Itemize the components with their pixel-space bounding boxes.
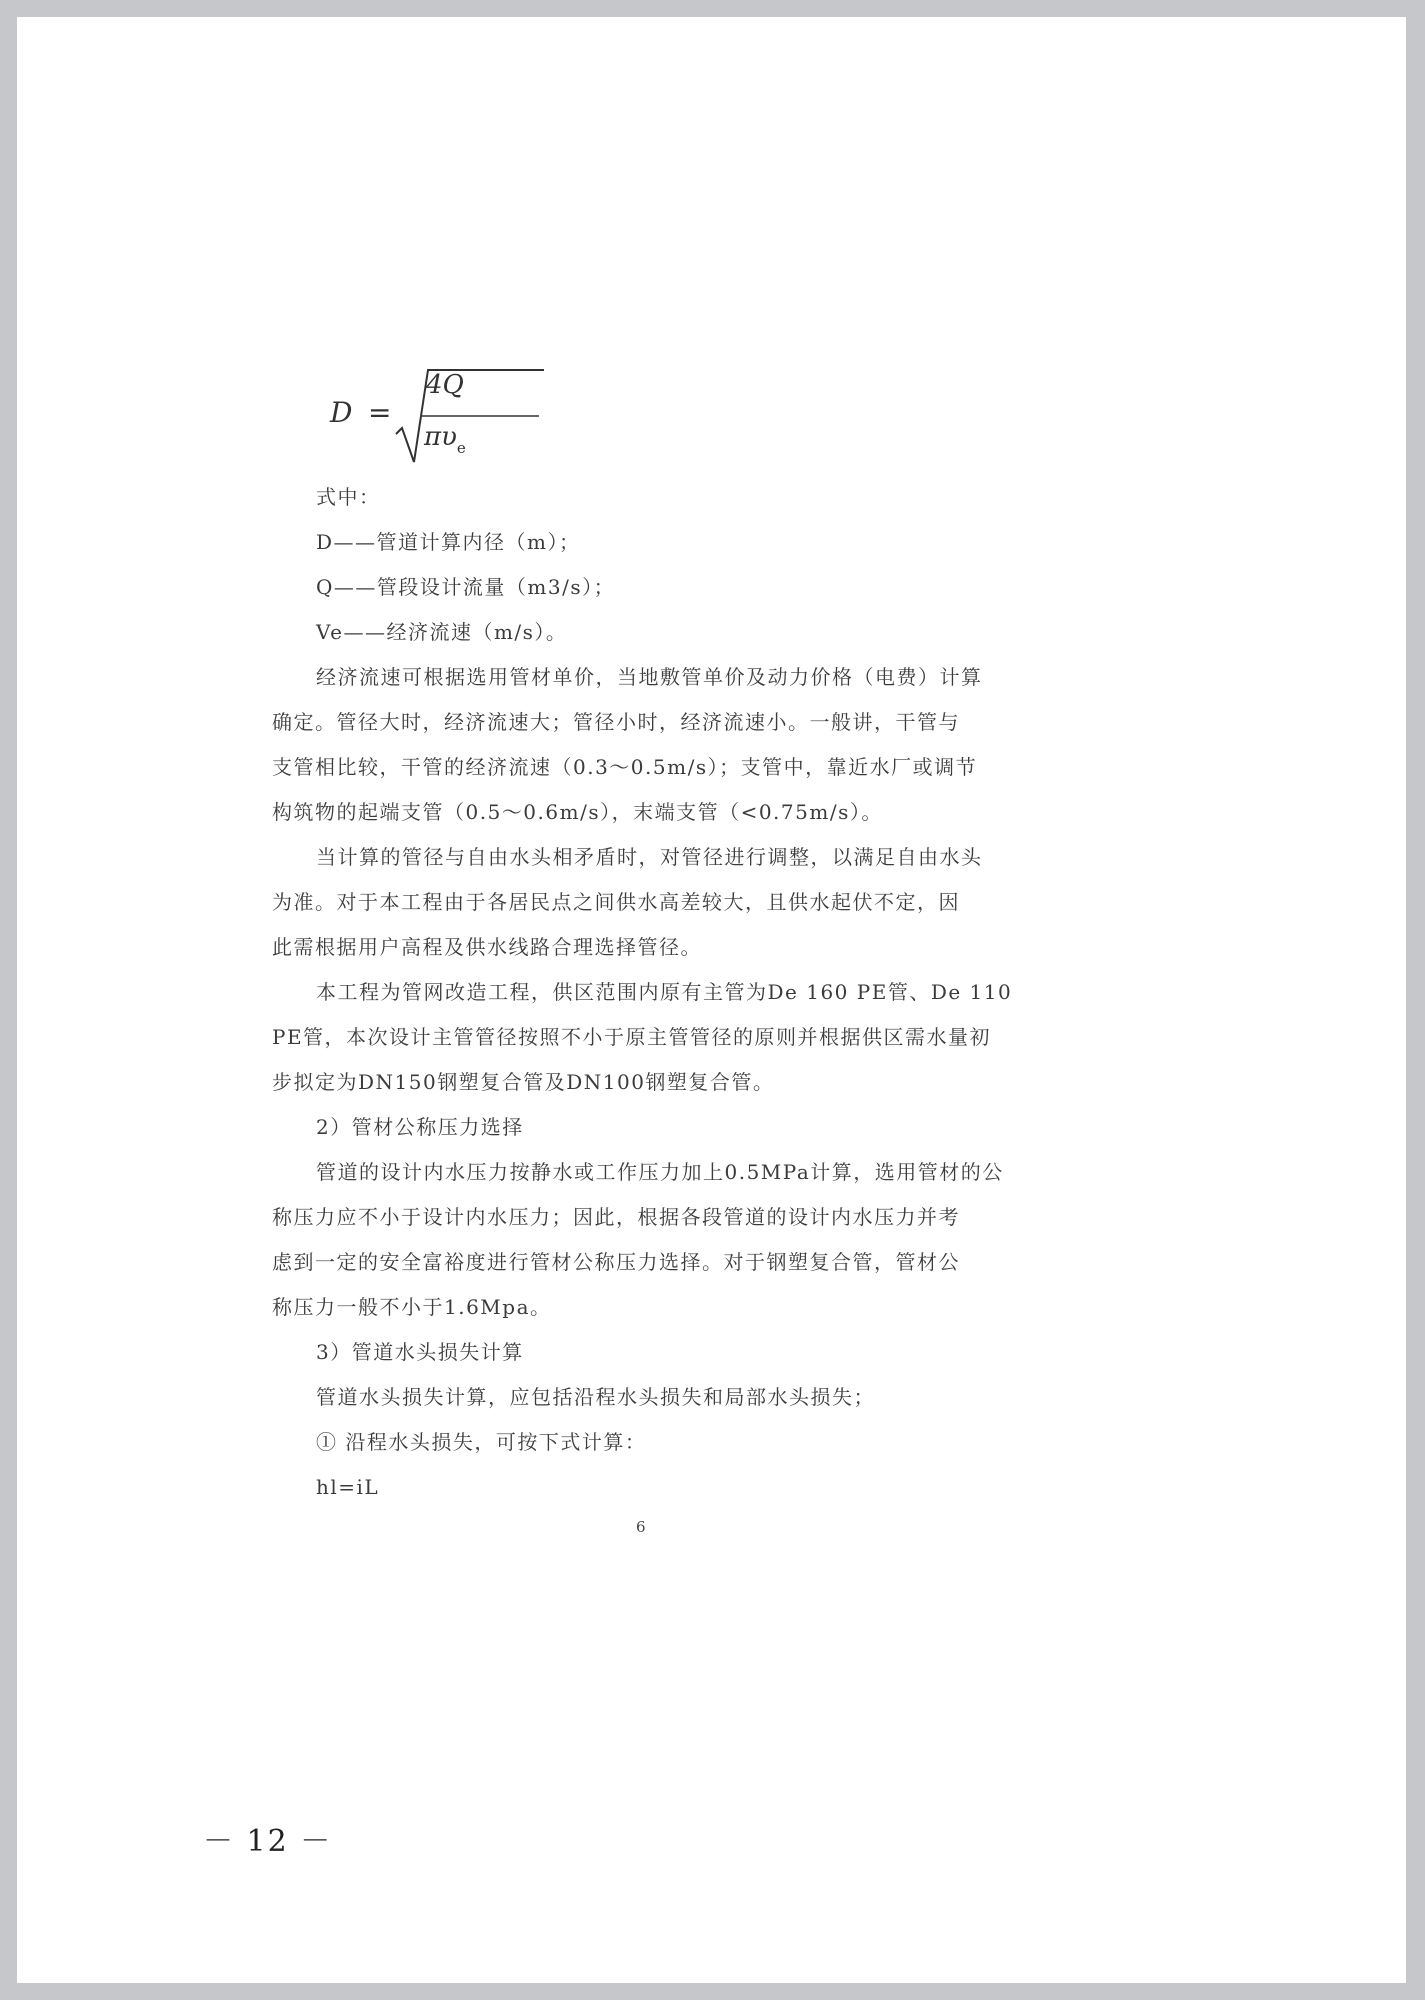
formula-numerator: 4Q [426,370,464,400]
text-line: D——管道计算内径（m）； [316,530,581,554]
text-line: 2）管材公称压力选择 [316,1115,524,1139]
text-line: 称压力应不小于设计内水压力；因此，根据各段管道的设计内水压力并考 [272,1205,960,1229]
text-line: 称压力一般不小于1.6Mpa。 [272,1295,552,1319]
text-line: PE管，本次设计主管管径按照不小于原主管管径的原则并根据供区需水量初 [272,1025,992,1049]
text-line: 本工程为管网改造工程，供区范围内原有主管为De 160 PE管、De 110 [316,980,1013,1004]
outer-page-number: － 12 － [203,1824,333,1859]
text-line: Q——管段设计流量（m3/s）； [316,575,616,599]
text-line: Ve——经济流速（m/s）。 [316,620,568,644]
text-line: 管道水头损失计算，应包括沿程水头损失和局部水头损失； [316,1385,875,1409]
text-line: 步拟定为DN150钢塑复合管及DN100钢塑复合管。 [272,1070,775,1094]
text-line: 当计算的管径与自由水头相矛盾时，对管径进行调整，以满足自由水头 [316,845,983,869]
body-text [272,475,1017,1510]
text-line: 经济流速可根据选用管材单价，当地敷管单价及动力价格（电费）计算 [316,665,983,689]
text-line: 式中： [316,485,381,509]
formula-denominator-subscript: e [456,439,466,457]
text-line: 构筑物的起端支管（0.5～0.6m/s），末端支管（<0.75m/s）。 [272,800,883,824]
inner-page-number: 6 [636,1518,646,1536]
text-line: ① 沿程水头损失，可按下式计算： [316,1430,647,1454]
text-line: hl=iL [316,1475,380,1499]
square-root-sign [394,362,564,472]
formula-denominator-main: πυ [424,422,457,452]
text-line: 确定。管径大时，经济流速大；管径小时，经济流速小。一般讲，干管与 [272,710,960,734]
text-line: 此需根据用户高程及供水线路合理选择管径。 [272,935,702,959]
formula-lhs: D [330,396,353,429]
formula-equals: = [368,396,392,429]
pipe-diameter-formula [330,362,590,472]
text-line: 支管相比较，干管的经济流速（0.3～0.5m/s）；支管中，靠近水厂或调节 [272,755,978,779]
formula-denominator [424,422,466,457]
text-line: 为准。对于本工程由于各居民点之间供水高差较大，且供水起伏不定，因 [272,890,960,914]
text-line: 管道的设计内水压力按静水或工作压力加上0.5MPa计算，选用管材的公 [316,1160,1004,1184]
text-line: 3）管道水头损失计算 [316,1340,524,1364]
text-line: 虑到一定的安全富裕度进行管材公称压力选择。对于钢塑复合管，管材公 [272,1250,960,1274]
